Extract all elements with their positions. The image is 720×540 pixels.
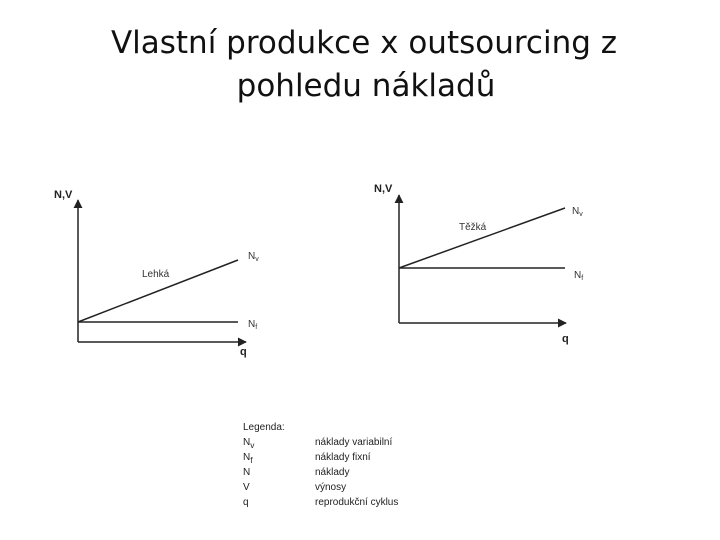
fixed-cost-label: $N_f$ — [574, 270, 584, 282]
diagram-lehka — [54, 189, 259, 358]
variable-cost-line — [399, 208, 565, 268]
variable-cost-label: $N_v$ — [248, 251, 259, 263]
legend-symbol: $N_v$ — [243, 437, 255, 450]
legend-description: náklady fixní — [315, 452, 371, 463]
legend-description: náklady variabilní — [315, 437, 393, 448]
legend — [243, 420, 483, 510]
legend-row — [243, 495, 483, 510]
x-axis-label: q — [240, 346, 247, 358]
title-line-1: Vlastní produkce x outsourcing z — [110, 25, 618, 61]
legend-row — [243, 435, 483, 450]
title-line-2: pohledu nákladů — [236, 68, 496, 104]
series-label: Těžká — [459, 222, 487, 233]
legend-description: reprodukční cyklus — [315, 497, 399, 508]
legend-symbol: N — [243, 467, 251, 478]
legend-description: výnosy — [315, 482, 347, 493]
legend-title: Legenda: — [243, 422, 285, 433]
diagram-tezka — [374, 183, 583, 345]
x-axis-label: q — [562, 333, 569, 345]
legend-symbol: q — [243, 497, 249, 508]
legend-row — [243, 480, 483, 495]
y-axis-label: N,V — [374, 183, 393, 195]
legend-symbol: $N_f$ — [243, 452, 253, 465]
y-axis-label: N,V — [54, 189, 73, 201]
fixed-cost-label: $N_f$ — [248, 319, 258, 331]
series-label: Lehká — [142, 269, 170, 280]
variable-cost-label: $N_v$ — [572, 206, 583, 218]
legend-symbol: V — [243, 482, 250, 493]
legend-description: náklady — [315, 467, 350, 478]
legend-row — [243, 450, 483, 465]
legend-row — [243, 465, 483, 480]
